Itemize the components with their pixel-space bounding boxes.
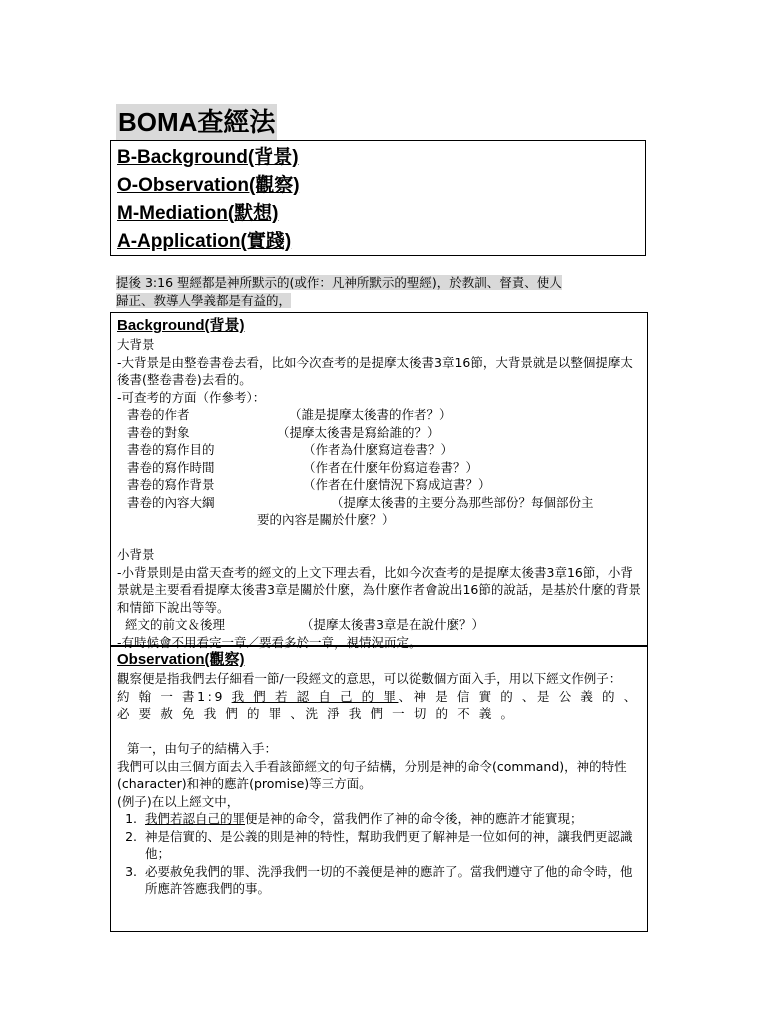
big-background-desc: -大背景是由整卷書卷去看，比如今次查考的是提摩太後書3章16節，大背景就是以整個提摩太後書(整卷書卷)去看的。 bbox=[117, 354, 633, 387]
example-verse-ref: 約 翰 一 書1:9 bbox=[117, 688, 232, 704]
aspect-question: （作者為什麼寫這卷書？） bbox=[303, 442, 454, 457]
background-heading: Background(背景) bbox=[117, 317, 245, 334]
first-point: 第一，由句子的結構入手： bbox=[127, 741, 278, 756]
observation-section bbox=[110, 646, 648, 932]
boma-a-line: A-Application(實踐) bbox=[117, 231, 292, 252]
aspect-row-outline bbox=[117, 494, 641, 512]
list-item-text: 必要赦免我們的罪、洗淨我們一切的不義便是神的應許了。當我們遵守了他的命令時，他所應許答應我們的事。 bbox=[145, 863, 633, 896]
boma-o-line: O-Observation(觀察) bbox=[117, 175, 300, 196]
aspect-question: （提摩太後書是寫給誰的？） bbox=[277, 424, 440, 440]
list-item-text: 便是神的命令，當我們作了神的命令後，神的應許才能實現； bbox=[245, 811, 583, 826]
list-item-underlined: 我們若認自己的罪 bbox=[145, 811, 246, 826]
example-verse-command: 我 們 若 認 自 己 的 罪 bbox=[231, 688, 399, 704]
aspect-question-continued: 要的內容是關於什麼？） bbox=[257, 512, 395, 527]
context-row bbox=[117, 616, 641, 634]
key-verse-line-2: 歸正、教導人學義都是有益的， bbox=[116, 293, 292, 308]
example-verse bbox=[117, 688, 641, 723]
list-item bbox=[141, 828, 641, 863]
aspect-label: 書卷的作者 bbox=[127, 407, 190, 422]
page-title: BOMA查經法 bbox=[116, 104, 277, 140]
key-verse bbox=[116, 274, 642, 310]
context-label: 經文的前文＆後理 bbox=[125, 617, 226, 632]
aspect-label: 書卷的內容大綱 bbox=[127, 494, 215, 510]
observation-intro: 觀察便是指我們去仔細看一節/一段經文的意思，可以從數個方面入手，用以下經文作例子： bbox=[117, 671, 622, 686]
list-item bbox=[141, 863, 641, 898]
aspect-label: 書卷的寫作目的 bbox=[127, 442, 215, 457]
boma-summary-box bbox=[110, 140, 646, 256]
reference-intro: -可查考的方面（作參考）： bbox=[117, 389, 266, 405]
context-question: （提摩太後書3章是在說什麼？） bbox=[301, 617, 484, 632]
observation-heading: Observation(觀察) bbox=[117, 651, 245, 668]
list-item bbox=[141, 810, 641, 828]
aspect-row bbox=[117, 441, 641, 459]
small-background-desc: -小背景則是由當天查考的經文的上文下理去看，比如今次查考的是提摩太後書3章16節，小背景就是主要看看提摩太後書3章是關於什麼，為什麼作者會說出16節的說話，是基於什麼的背景和情節下說出等等。 bbox=[117, 564, 641, 615]
aspect-row bbox=[117, 424, 641, 442]
aspect-question: （誰是提摩太後書的作者？） bbox=[289, 407, 452, 422]
aspect-row bbox=[117, 459, 641, 477]
structure-desc: 我們可以由三個方面去入手看該節經文的句子結構，分別是神的命令(command)，神的特性(character)和神的應許(promise)等三方面。 bbox=[117, 758, 627, 791]
example-intro: (例子)在以上經文中， bbox=[117, 793, 240, 809]
aspect-label: 書卷的寫作時間 bbox=[127, 459, 215, 475]
aspect-row bbox=[117, 406, 641, 424]
key-verse-line-1: 提後 3:16 聖經都是神所默示的(或作：凡神所默示的聖經)，於教訓、督責、使人 bbox=[116, 275, 562, 290]
boma-m-line: M-Mediation(默想) bbox=[117, 203, 279, 224]
boma-b-line: B-Background(背景) bbox=[117, 147, 299, 168]
aspect-question: （提摩太後書的主要分為那些部份？每個部份主 bbox=[331, 494, 594, 510]
list-item-text: 神是信實的、是公義的則是神的特性，幫助我們更了解神是一位如何的神，讓我們更認識他； bbox=[145, 828, 633, 861]
aspect-question: （作者在什麼情況下寫成這書？） bbox=[303, 477, 491, 492]
observation-list bbox=[117, 810, 641, 898]
example-verse-rest: 、神 是 信 實 的 、是 公 義 的 、必 要 赦 免 我 們 的 罪 、洗 淨 我 們 一 切 的 不 義 。 bbox=[117, 688, 639, 721]
background-section bbox=[110, 312, 648, 650]
background-note: -有時候會不用看完一章／要看多於一章，視情況而定。 bbox=[117, 634, 422, 650]
small-background-label: 小背景 bbox=[117, 547, 155, 562]
aspect-label: 書卷的寫作背景 bbox=[127, 477, 215, 492]
big-background-label: 大背景 bbox=[117, 337, 155, 352]
aspect-row bbox=[117, 476, 641, 494]
aspect-question: （作者在什麼年份寫這卷書？） bbox=[303, 459, 479, 475]
aspect-label: 書卷的對象 bbox=[127, 424, 190, 440]
